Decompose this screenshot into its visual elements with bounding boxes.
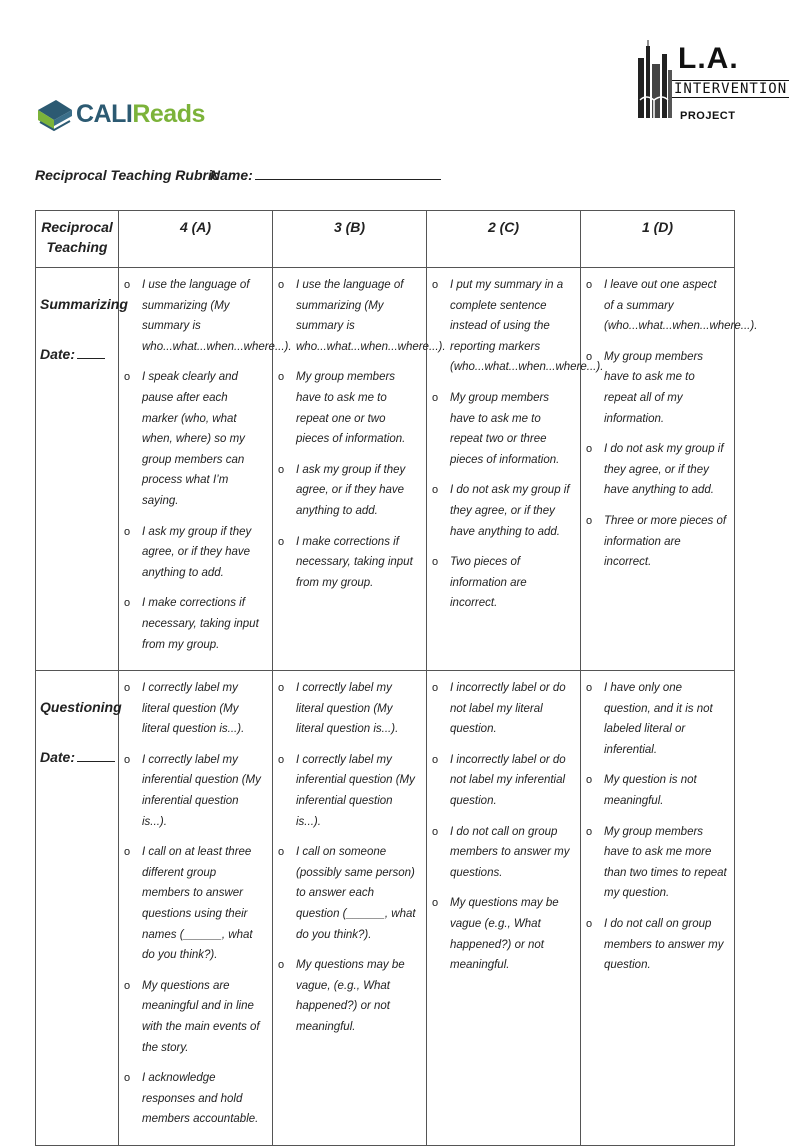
rubric-cell — [119, 671, 273, 1146]
rubric-cell — [119, 268, 292, 671]
list-item: o Two pieces of information are incorrect. — [432, 552, 573, 614]
date-field: Date: — [40, 749, 115, 765]
list-item: o I acknowledge responses and hold members accountable. — [124, 1068, 265, 1130]
list-item: o My group members have to ask me to repeat all of my information. — [586, 347, 727, 429]
list-item: o My question is not meaningful. — [586, 770, 727, 811]
rubric-cell — [581, 671, 735, 1146]
row-header-summarizing — [36, 268, 128, 671]
rubric-cell — [273, 671, 427, 1146]
column-header: 1 (D) — [581, 211, 735, 268]
list-item: o Three or more pieces of information are incorrect. — [586, 511, 727, 573]
name-blank-line — [255, 167, 441, 180]
list-item: o I speak clearly and pause after each marker (who, what when, where) so my group members can process what I’m saying. — [124, 367, 265, 511]
list-item: o I make corrections if necessary, taking input from my group. — [124, 593, 265, 655]
list-item: o I correctly label my inferential question (My inferential question is...). — [278, 750, 419, 832]
list-item: o I use the language of summarizing (My summary is who...what...when...where...). — [278, 275, 419, 357]
name-label: Name: — [210, 167, 253, 183]
list-item: o I incorrectly label or do not label my inferential question. — [432, 750, 573, 812]
rubric-table — [35, 210, 758, 1146]
list-item: o I correctly label my inferential question (My inferential question is...). — [124, 750, 265, 832]
list-item: o My questions may be vague (e.g., What happened?) or not meaningful. — [432, 893, 573, 975]
header-row — [36, 211, 735, 268]
list-item: o I ask my group if they agree, or if they have anything to add. — [278, 460, 419, 522]
list-item: o I incorrectly label or do not label my literal question. — [432, 678, 573, 740]
list-item: o I correctly label my literal question (My literal question is...). — [278, 678, 419, 740]
row-title: Summarizing — [40, 296, 128, 312]
list-item: o My group members have to ask me to repeat two or three pieces of information. — [432, 388, 573, 470]
document-title: Reciprocal Teaching Rubric — [35, 167, 220, 183]
column-header: 2 (C) — [427, 211, 581, 268]
list-item: o I have only one question, and it is not labeled literal or inferential. — [586, 678, 727, 760]
column-header: 4 (A) — [119, 211, 273, 268]
cali-reads-logo — [34, 94, 205, 138]
name-field — [210, 167, 441, 183]
rubric-cell — [427, 671, 581, 1146]
city-skyline-icon — [634, 40, 674, 126]
list-item: o I make corrections if necessary, taking input from my group. — [278, 532, 419, 594]
list-item: o I do not ask my group if they agree, or if they have anything to add. — [586, 439, 727, 501]
list-item: o My group members have to ask me more than two times to repeat my question. — [586, 822, 727, 904]
list-item: o I call on at least three different group members to answer questions using their names (______, what do you think?). — [124, 842, 265, 966]
cali-reads-wordmark: CALIReads — [76, 100, 205, 128]
list-item: o I do not ask my group if they agree, or if they have anything to add. — [432, 480, 573, 542]
list-item: o I put my summary in a complete sentence instead of using the reporting markers (who...what...when...where...). — [432, 275, 573, 378]
table-row-summarizing — [36, 268, 735, 671]
list-item: o I use the language of summarizing (My summary is who...what...when...where...). — [124, 275, 265, 357]
list-item: o My questions are meaningful and in line with the main events of the story. — [124, 976, 265, 1058]
list-item: o I call on someone (possibly same person) to answer each question (______, what do you think?). — [278, 842, 419, 945]
list-item: o I leave out one aspect of a summary (who...what...when...where...). — [586, 275, 727, 337]
list-item: o I correctly label my literal question (My literal question is...). — [124, 678, 265, 740]
rubric-cell — [581, 268, 758, 671]
book-icon — [34, 94, 74, 134]
list-item: o I ask my group if they agree, or if they have anything to add. — [124, 522, 265, 584]
column-header: 3 (B) — [273, 211, 427, 268]
row-header-questioning — [36, 671, 122, 1146]
list-item: o I do not call on group members to answer my questions. — [432, 822, 573, 884]
list-item: o My questions may be vague, (e.g., What happened?) or not meaningful. — [278, 955, 419, 1037]
list-item: o My group members have to ask me to repeat one or two pieces of information. — [278, 367, 419, 449]
rubric-cell — [427, 268, 604, 671]
column-header: Reciprocal Teaching — [36, 211, 119, 268]
list-item: o I do not call on group members to answer my question. — [586, 914, 727, 976]
row-title: Questioning — [40, 699, 122, 716]
rubric-cell — [273, 268, 446, 671]
table-row-questioning — [36, 671, 735, 1146]
date-field: Date: — [40, 346, 105, 362]
la-intervention-logo: L.A. INTERVENTION PROJECT — [634, 40, 734, 126]
